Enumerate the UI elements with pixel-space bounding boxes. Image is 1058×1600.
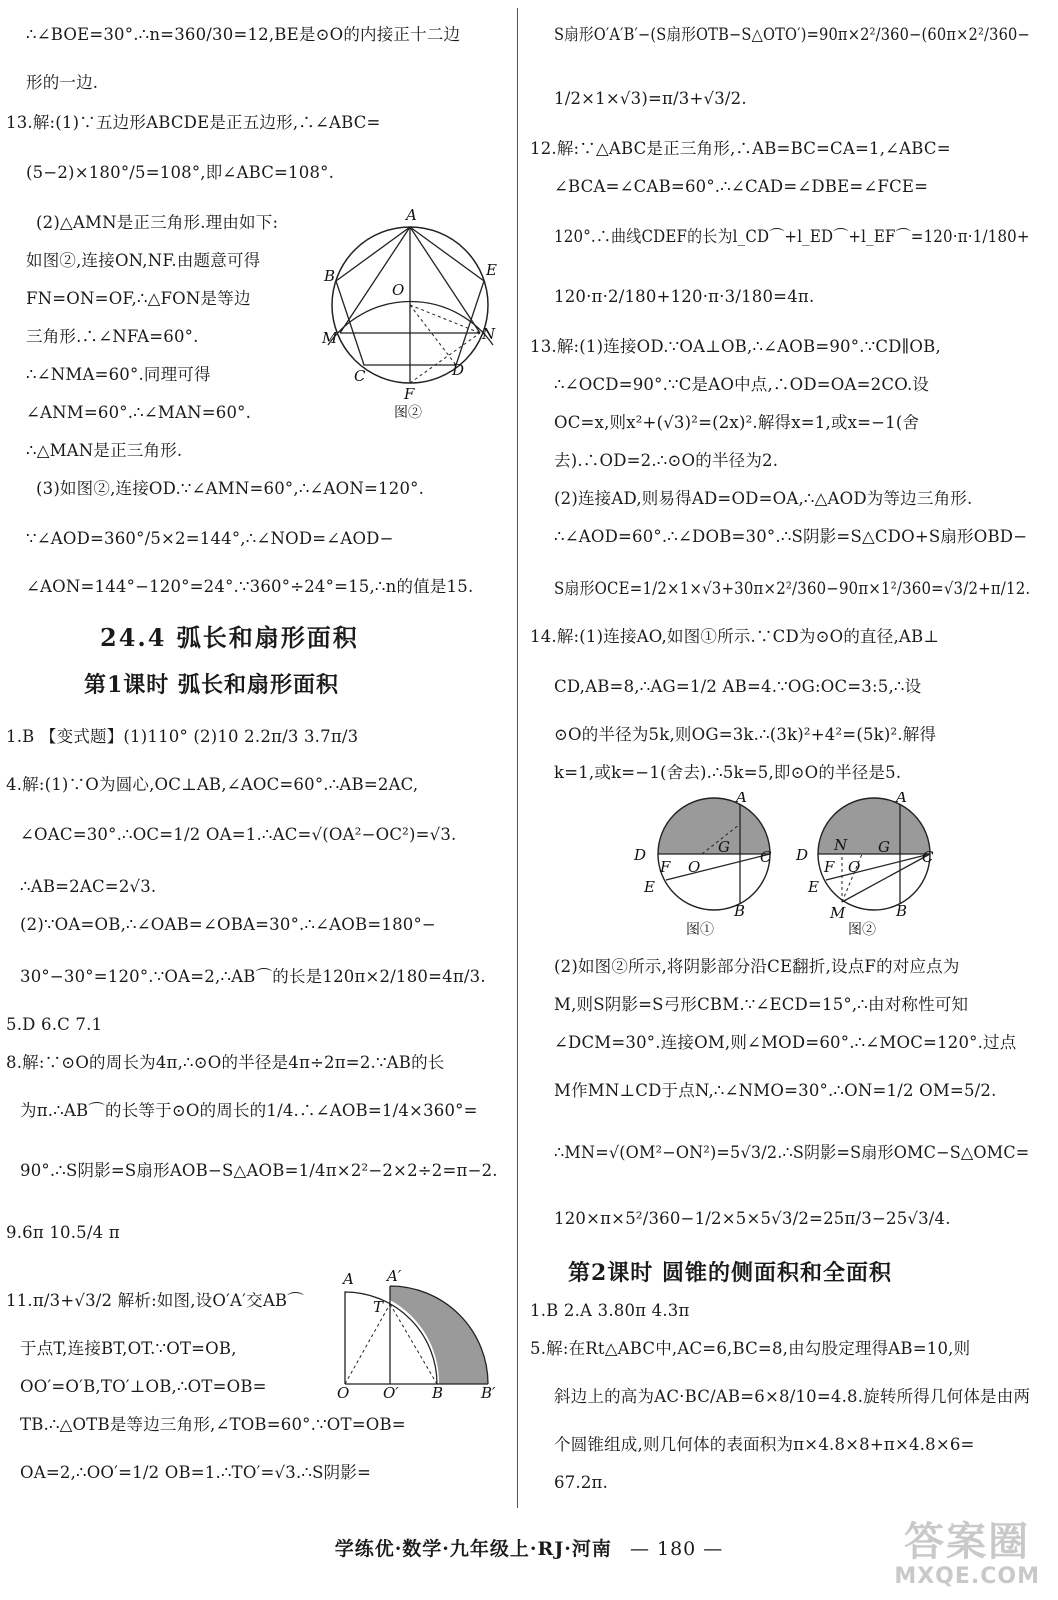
text-line: 1.B 【变式题】(1)110° (2)10 2.2π/3 3.7π/3: [6, 727, 359, 746]
text-line: 90°.∴S阴影=S扇形AOB−S△AOB=1/4π×2²−2×2÷2=π−2.: [20, 1161, 498, 1180]
text-line: 9.6π 10.5/4 π: [6, 1223, 120, 1242]
fig-label: A: [736, 792, 747, 806]
section-title: 24.4 弧长和扇形面积: [100, 623, 359, 652]
text-line: M作MN⊥CD于点N,∴∠NMO=30°.∴ON=1/2 OM=5/2.: [554, 1081, 997, 1100]
fig-label: A: [896, 792, 907, 806]
fig-label: O: [392, 281, 405, 299]
text-line: 如图②,连接ON,NF.由题意可得: [26, 251, 261, 270]
text-line: CD,AB=8,∴AG=1/2 AB=4.∵OG:OC=3:5,∴设: [554, 677, 922, 696]
watermark: [894, 1520, 1040, 1589]
text-line: 三角形.∴∠NFA=60°.: [26, 327, 199, 346]
text-line: 30°−30°=120°.∵OA=2,∴AB⌒的长是120π×2/180=4π/3.: [20, 967, 486, 986]
fig-label: E: [808, 878, 819, 896]
two-circles-figure: [630, 792, 950, 942]
fig-label: B′: [481, 1384, 496, 1400]
fig-label: G: [878, 838, 890, 856]
fig-label: B: [324, 267, 336, 285]
text-line: 120×π×5²/360−1/2×5×5√3/2=25π/3−25√3/4.: [554, 1209, 951, 1228]
text-line: 14.解:(1)连接AO,如图①所示.∵CD为⊙O的直径,AB⊥: [530, 627, 940, 646]
fig-label: A′: [387, 1270, 402, 1285]
text-line: ∵∠AOD=360°/5×2=144°,∴∠NOD=∠AOD−: [26, 529, 394, 548]
fig-label: O′: [383, 1384, 399, 1400]
text-line: ∴∠OCD=90°.∵C是AO中点,∴OD=OA=2CO.设: [554, 375, 930, 394]
text-line: 13.解:(1)连接OD.∵OA⊥OB,∴∠AOB=90°.∵CD∥OB,: [530, 337, 941, 356]
fig-label: O: [337, 1384, 350, 1400]
text-line: (2)∵OA=OB,∴∠OAB=∠OBA=30°.∴∠AOB=180°−: [20, 915, 436, 934]
text-line: 8.解:∵⊙O的周长为4π,∴⊙O的半径是4π÷2π=2.∵AB的长: [6, 1053, 445, 1072]
fig-label: E: [644, 878, 655, 896]
watermark-text: 答案圈: [904, 1519, 1031, 1565]
fig-label: N: [834, 836, 848, 854]
fig-label: C: [760, 848, 772, 866]
text-line: 67.2π.: [554, 1473, 609, 1492]
text-line: S扇形O′A′B′−(S扇形OTB−S△OTO′)=90π×2²/360−(60π×2²/360−: [554, 25, 1030, 44]
text-line: ∠DCM=30°.连接OM,则∠MOD=60°.∴∠MOC=120°.过点: [554, 1033, 1017, 1052]
text-line: 13.解:(1)∵五边形ABCDE是正五边形,∴∠ABC=: [6, 113, 381, 132]
text-line: 1.B 2.A 3.80π 4.3π: [530, 1301, 690, 1320]
fig-caption: 图②: [394, 405, 422, 420]
text-line: 去).∴OD=2.∴⊙O的半径为2.: [554, 451, 779, 470]
fig-label: B: [896, 902, 908, 920]
fig-label: T: [373, 1298, 384, 1316]
text-line: 120°.∴曲线CDEF的长为l_CD⌒+l_ED⌒+l_EF⌒=120·π·1/180+: [554, 227, 1030, 246]
text-line: 120·π·2/180+120·π·3/180=4π.: [554, 287, 815, 306]
fig-caption: 图①: [686, 922, 714, 938]
fig-label: C: [922, 848, 934, 866]
watermark-url: MXQE.COM: [894, 1564, 1040, 1589]
fig-label: B: [734, 902, 746, 920]
text-line: 形的一边.: [26, 73, 99, 92]
text-line: ∠BCA=∠CAB=60°.∴∠CAD=∠DBE=∠FCE=: [554, 177, 929, 196]
text-line: ∠ANM=60°.∴∠MAN=60°.: [26, 403, 252, 422]
page-number: — 180 —: [629, 1538, 724, 1560]
text-line: ∴AB=2AC=2√3.: [20, 877, 157, 896]
text-line: S扇形OCE=1/2×1×√3+30π×2²/360−90π×1²/360=√3/2+π/12.: [554, 579, 1031, 598]
text-line: ⊙O的半径为5k,则OG=3k.∴(3k)²+4²=(5k)².解得: [554, 725, 937, 744]
fig-label: O: [688, 858, 701, 876]
fig-label: D: [634, 846, 647, 864]
text-line: 斜边上的高为AC·BC/AB=6×8/10=4.8.旋转所得几何体是由两: [554, 1387, 1031, 1406]
fig-label: O: [848, 858, 861, 876]
text-line: ∴∠AOD=60°.∴∠DOB=30°.∴S阴影=S△CDO+S扇形OBD−: [554, 527, 1028, 546]
text-line: 1/2×1×√3)=π/3+√3/2.: [554, 89, 747, 108]
text-line: ∴MN=√(OM²−ON²)=5√3/2.∴S阴影=S扇形OMC−S△OMC=: [554, 1143, 1030, 1162]
text-line: (5−2)×180°/5=108°,即∠ABC=108°.: [26, 163, 335, 182]
text-line: OA=2,∴OO′=1/2 OB=1.∴TO′=√3.∴S阴影=: [20, 1463, 372, 1482]
fig-label: G: [718, 838, 730, 856]
fig-label: A: [343, 1270, 354, 1288]
fig-label: M: [322, 329, 338, 347]
text-line: 为π.∴AB⌒的长等于⊙O的周长的1/4.∴∠AOB=1/4×360°=: [20, 1101, 478, 1120]
text-line: ∠OAC=30°.∴OC=1/2 OA=1.∴AC=√(OA²−OC²)=√3.: [20, 825, 457, 844]
text-line: (2)连接AD,则易得AD=OD=OA,∴△AOD为等边三角形.: [554, 489, 973, 508]
text-line: (3)如图②,连接OD.∵∠AMN=60°,∴∠AON=120°.: [36, 479, 425, 498]
lesson-title: 第2课时 圆锥的侧面积和全面积: [568, 1260, 892, 1286]
text-line: M,则S阴影=S弓形CBM.∵∠ECD=15°,∴由对称性可知: [554, 995, 969, 1014]
text-line: 12.解:∵△ABC是正三角形,∴AB=BC=CA=1,∠ABC=: [530, 139, 951, 158]
text-line: ∴∠NMA=60°.同理可得: [26, 365, 211, 384]
text-line: 4.解:(1)∵O为圆心,OC⊥AB,∠AOC=60°.∴AB=2AC,: [6, 775, 419, 794]
text-line: k=1,或k=−1(舍去).∴5k=5,即⊙O的半径是5.: [554, 763, 902, 782]
text-line: TB.∴△OTB是等边三角形,∠TOB=60°.∵OT=OB=: [20, 1415, 406, 1434]
lesson-title: 第1课时 弧长和扇形面积: [84, 672, 339, 698]
fig-label: B: [432, 1384, 444, 1400]
column-divider: [517, 8, 518, 1508]
text-line: 于点T,连接BT,OT.∵OT=OB,: [20, 1339, 237, 1358]
sector-figure: [335, 1270, 500, 1400]
footer-book-title: 学练优·数学·九年级上·RJ·河南: [334, 1538, 612, 1560]
fig-label: A: [406, 206, 417, 224]
text-line: 个圆锥组成,则几何体的表面积为π×4.8×8+π×4.8×6=: [554, 1435, 975, 1454]
fig-caption: 图②: [848, 922, 876, 938]
fig-label: C: [354, 367, 366, 385]
fig-label: D: [796, 846, 809, 864]
text-line: 5.解:在Rt△ABC中,AC=6,BC=8,由勾股定理得AB=10,则: [530, 1339, 971, 1358]
fig-label: F: [660, 858, 671, 876]
text-line: FN=ON=OF,∴△FON是等边: [26, 289, 251, 308]
text-line: ∴△MAN是正三角形.: [26, 441, 183, 460]
fig-label: F: [824, 858, 835, 876]
text-line: ∴∠BOE=30°.∴n=360/30=12,BE是⊙O的内接正十二边: [26, 25, 461, 44]
text-line: OC=x,则x²+(√3)²=(2x)².解得x=1,或x=−1(舍: [554, 413, 920, 432]
fig-label: D: [452, 361, 465, 379]
text-line: 5.D 6.C 7.1: [6, 1015, 103, 1034]
fig-label: N: [482, 325, 496, 343]
fig-label: E: [486, 261, 497, 279]
text-line: OO′=O′B,TO′⊥OB,∴OT=OB=: [20, 1377, 267, 1396]
fig-label: M: [830, 904, 846, 922]
text-line: (2)如图②所示,将阴影部分沿CE翻折,设点F的对应点为: [554, 957, 960, 976]
text-line: (2)△AMN是正三角形.理由如下:: [36, 213, 279, 232]
fig-label: F: [404, 385, 415, 403]
text-line: ∠AON=144°−120°=24°.∵360°÷24°=15,∴n的值是15.: [26, 577, 474, 596]
pentagon-circle-figure: [318, 205, 503, 420]
text-line: 11.π/3+√3/2 解析:如图,设O′A′交AB⌒: [6, 1291, 304, 1310]
